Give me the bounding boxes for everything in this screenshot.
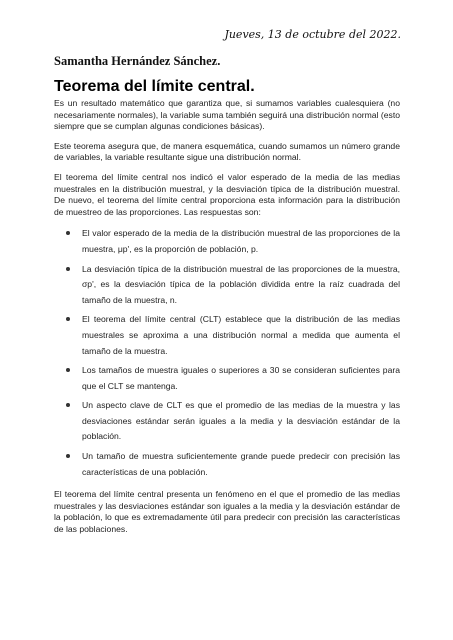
bullet-icon xyxy=(66,231,70,235)
bullet-list xyxy=(54,226,400,480)
list-item-text: Un tamaño de muestra suficientemente grande puede predecir con precisión las características de una población. xyxy=(82,451,400,477)
list-item xyxy=(82,449,400,480)
list-item xyxy=(82,262,400,309)
paragraph-3: El teorema del límite central nos indicó el valor esperado de la media de las medias muestrales en la distribución muestral, y la desviación típica de la distribución muestral. De nuevo, el teorema del límite central proporciona esta información para la distribución de muestreo de las proporciones. Las respuestas son: xyxy=(54,171,400,217)
bullet-icon xyxy=(66,317,70,321)
list-item xyxy=(82,363,400,394)
bullet-icon xyxy=(66,454,70,458)
conclusion-paragraph: El teorema del límite central presenta un fenómeno en el que el promedio de las medias muestrales y las desviaciones estándar son iguales a la media y la desviación estándar de la población, lo que es extremadamente útil para predecir con precisión las características de las poblaciones. xyxy=(54,489,400,535)
list-item xyxy=(82,398,400,445)
document-title: Teorema del límite central. xyxy=(54,78,255,95)
paragraph-1: Es un resultado matemático que garantiza que, si sumamos variables cualesquiera (no necesariamente normales), la variable suma también seguirá una distribución normal (esto siempre que se cumplan algunas condiciones básicas). xyxy=(54,98,400,132)
list-item xyxy=(82,226,400,257)
bullet-icon xyxy=(66,403,70,407)
list-item xyxy=(82,312,400,359)
bullet-icon xyxy=(66,368,70,372)
bullet-icon xyxy=(66,267,70,271)
list-item-text: Un aspecto clave de CLT es que el promedio de las medias de la muestra y las desviaciones estándar serán iguales a la media y la desviación estándar de la población. xyxy=(82,400,400,442)
paragraph-2: Este teorema asegura que, de manera esquemática, cuando sumamos un número grande de variables, la variable resultante sigue una distribución normal. xyxy=(54,140,400,163)
list-item-text: El valor esperado de la media de la distribución muestral de las proporciones de la muestra, μp', es la proporción de población, p. xyxy=(82,228,400,254)
document-body xyxy=(54,98,400,544)
document-date: Jueves, 13 de octubre del 2022. xyxy=(224,28,401,41)
list-item-text: La desviación típica de la distribución muestral de las proporciones de la muestra, σp', es la desviación típica de la población dividida entre la raíz cuadrada del tamaño de la muestra, n. xyxy=(82,263,400,305)
list-item-text: Los tamaños de muestra iguales o superiores a 30 se consideran suficientes para que el CLT se mantenga. xyxy=(82,365,400,391)
author-name: Samantha Hernández Sánchez. xyxy=(54,54,221,68)
list-item-text: El teorema del límite central (CLT) establece que la distribución de las medias muestrales se aproxima a una distribución normal a medida que aumenta el tamaño de la muestra. xyxy=(82,314,400,356)
